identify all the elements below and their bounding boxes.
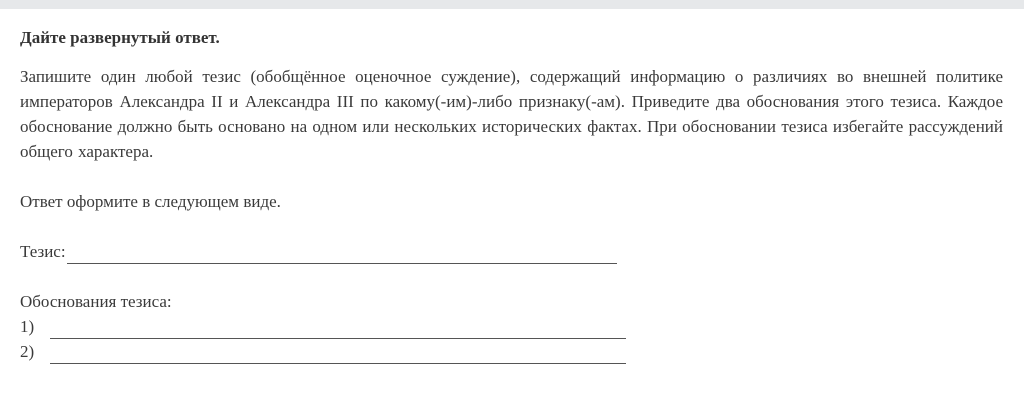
ground-row [20,314,1003,339]
thesis-blank-line [67,245,617,264]
thesis-label: Тезис: [20,242,66,261]
ground-number: 1) [20,317,35,336]
ground-blank-line [50,320,626,339]
ground-row [20,339,1003,364]
grounds-title: Обоснования тезиса: [20,292,172,311]
thesis-line [20,239,1003,264]
instruction-heading: Дайте развернутый ответ. [20,28,220,47]
answer-format-note: Ответ оформите в следующем виде. [20,192,281,211]
question-block [20,27,1003,364]
ground-number: 2) [20,342,35,361]
top-bar [0,0,1024,9]
task-text: Запишите один любой тезис (обобщённое оценочное суждение), содержащий информацию о различиях во внешней политике императоров Александра II и Александра III по какому(-им)-либо признаку(-ам). Приведите два обоснования этого тезиса. Каждое обоснование должно быть основано на одном или нескольких исторических фактах. При обосновании тезиса избегайте рассуждений общего характера. [20,67,1003,161]
ground-blank-line [50,345,626,364]
